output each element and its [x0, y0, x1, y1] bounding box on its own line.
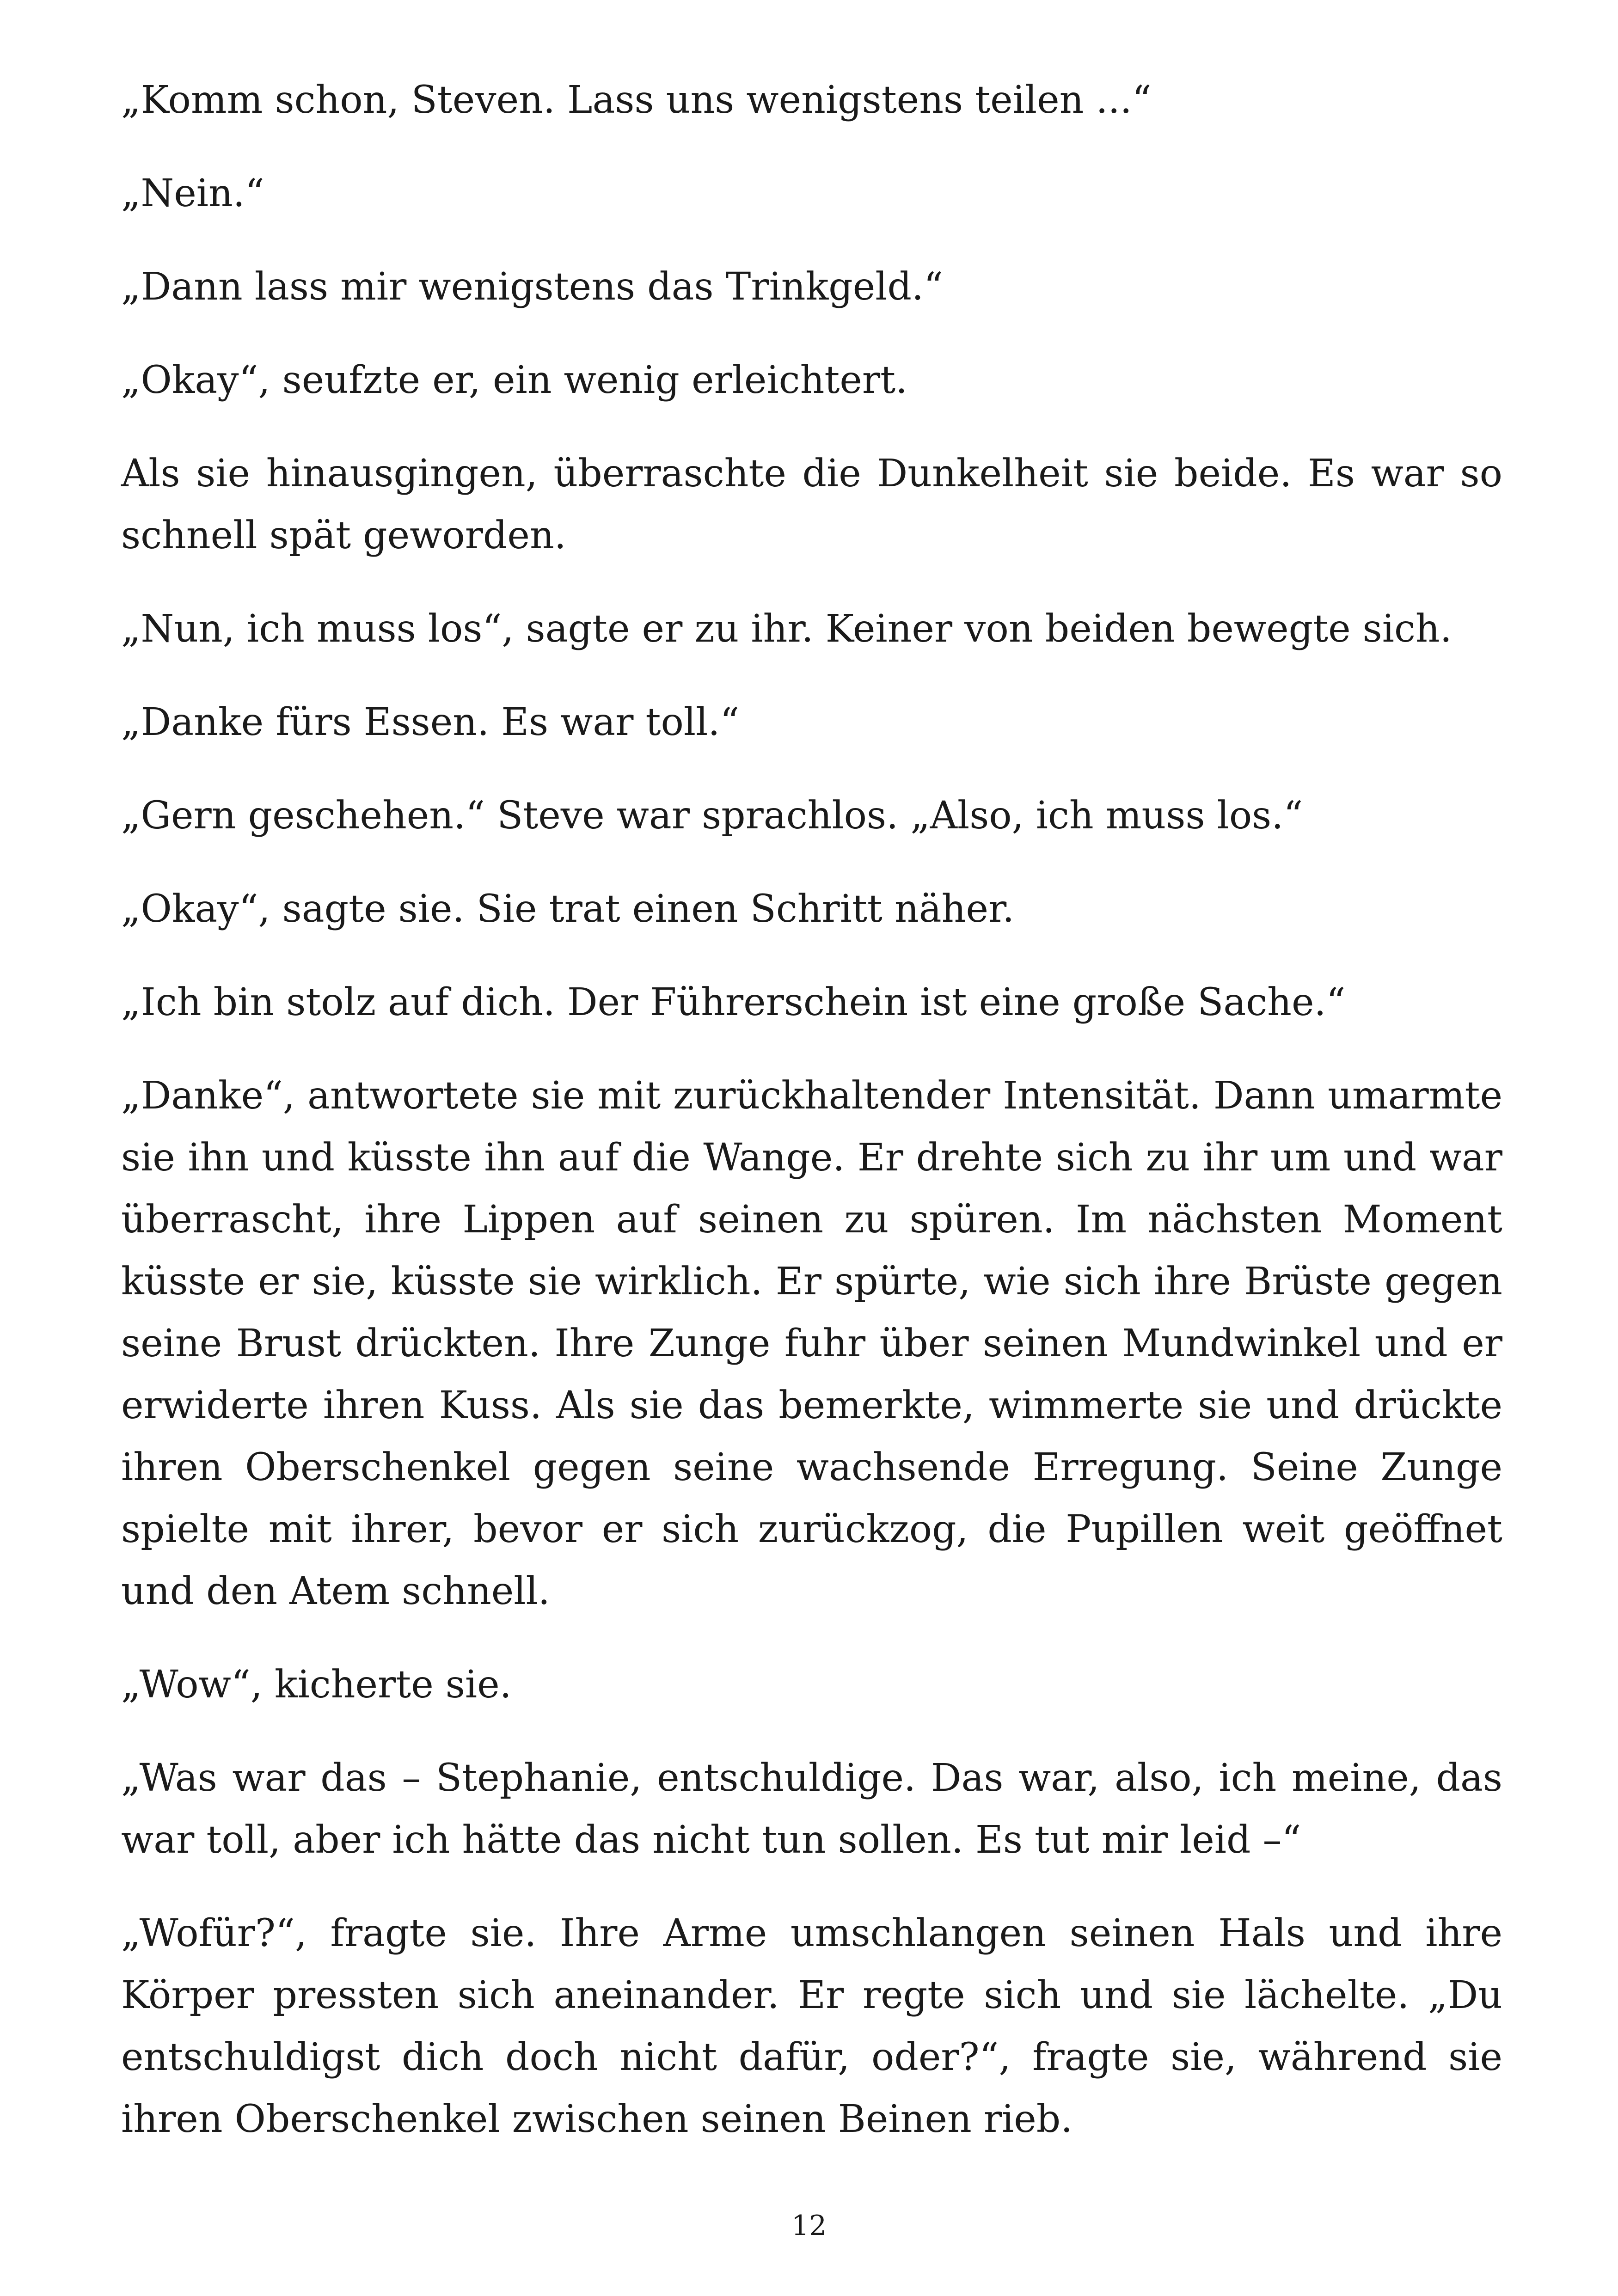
paragraph: „Nun, ich muss los“, sagte er zu ihr. Keiner von beiden bewegte sich. [121, 607, 1452, 651]
paragraph: „Gern geschehen.“ Steve war sprachlos. „Also, ich muss los.“ [121, 794, 1303, 838]
paragraph: Als sie hinausgingen, überraschte die Dunkelheit sie beide. Es war so schnell spät geworden. [121, 452, 1502, 557]
paragraph: „Wofür?“, fragte sie. Ihre Arme umschlangen seinen Hals und ihre Körper pressten sich aneinander. Er regte sich und sie lächelte. „Du entschuldigst dich doch nicht dafür, oder?“, fragte sie, während sie ihren Oberschenkel zwischen seinen Beinen rieb. [121, 1911, 1502, 2141]
paragraph: „Okay“, sagte sie. Sie trat einen Schritt näher. [121, 887, 1015, 931]
paragraph: „Was war das – Stephanie, entschuldige. Das war, also, ich meine, das war toll, aber ich hätte das nicht tun sollen. Es tut mir leid –“ [121, 1756, 1502, 1862]
paragraph: „Nein.“ [121, 171, 264, 215]
paragraph: „Dann lass mir wenigstens das Trinkgeld.“ [121, 265, 944, 309]
paragraph: „Komm schon, Steven. Lass uns wenigstens teilen ...“ [121, 78, 1152, 122]
paragraph: „Ich bin stolz auf dich. Der Führerschein ist eine große Sache.“ [121, 980, 1346, 1024]
page-number: 12 [791, 2210, 827, 2242]
paragraph: „Wow“, kicherte sie. [121, 1663, 512, 1707]
paragraph: „Danke fürs Essen. Es war toll.“ [121, 700, 740, 744]
body-text [121, 69, 1502, 2182]
paragraph: „Danke“, antwortete sie mit zurückhaltender Intensität. Dann umarmte sie ihn und küsste ihn auf die Wange. Er drehte sich zu ihr um und war überrascht, ihre Lippen auf seinen zu spüren. Im nächsten Moment küsste er sie, küsste sie wirklich. Er spürte, wie sich ihre Brüste gegen seine Brust drückten. Ihre Zunge fuhr über seinen Mundwinkel und er erwiderte ihren Kuss. Als sie das bemerkte, wimmerte sie und drückte ihren Oberschenkel gegen seine wachsende Erregung. Seine Zunge spielte mit ihrer, bevor er sich zurückzog, die Pupillen weit geöffnet und den Atem schnell. [121, 1074, 1502, 1613]
paragraph: „Okay“, seufzte er, ein wenig erleichtert. [121, 358, 908, 402]
